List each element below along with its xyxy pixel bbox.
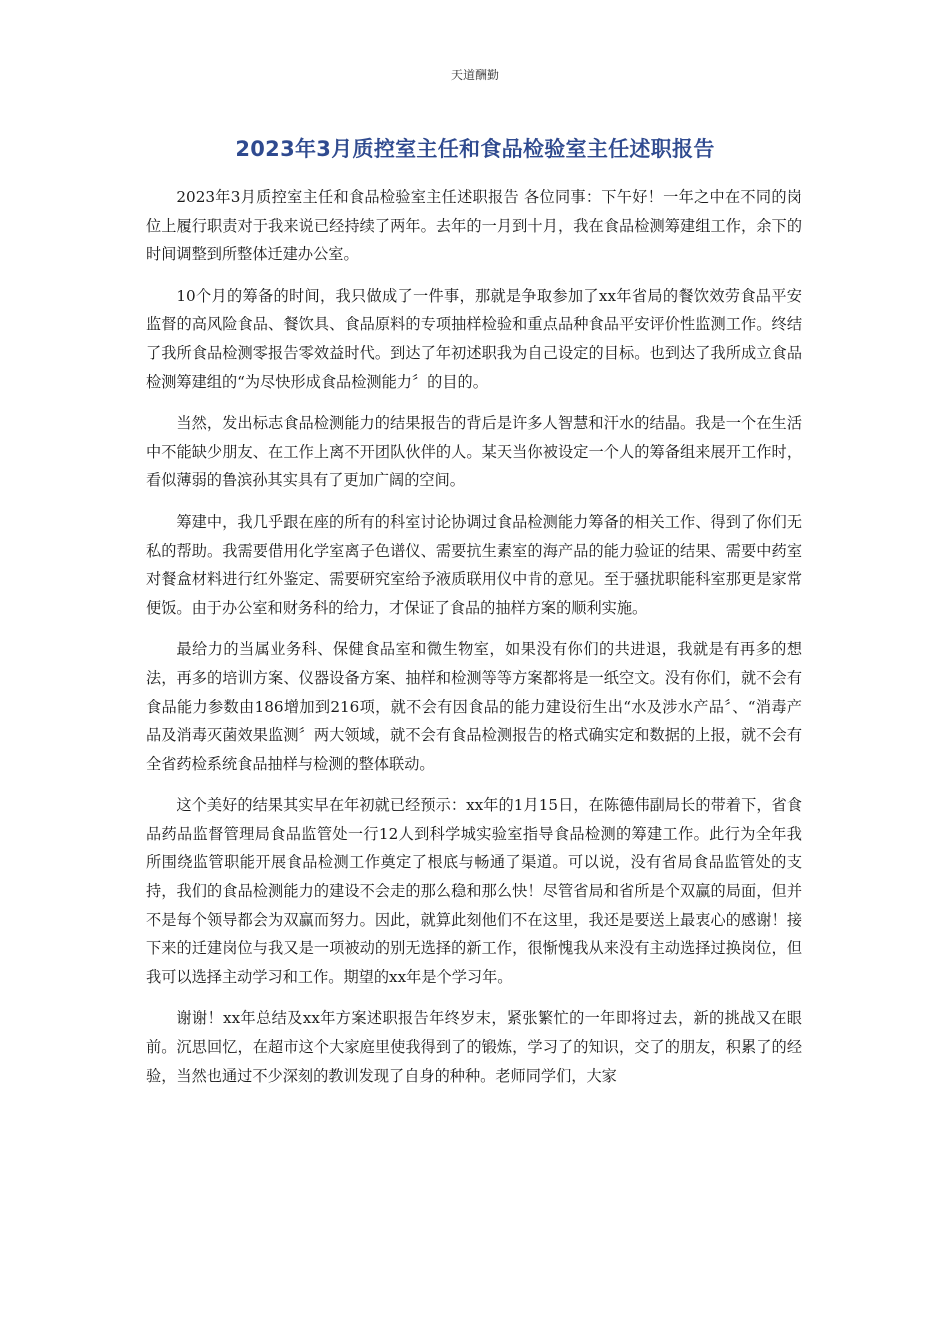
- header-mark: 天道酬勤: [450, 68, 499, 82]
- paragraph: 最给力的当属业务科、保健食品室和微生物室，如果没有你们的共进退，我就是有再多的想法，再多的培训方案、仪器设备方案、抽样和检测等等方案都将是一纸空文。没有你们，就不会有食品能力参数由186增加到216项，就不会有因食品的能力建设衍生出“水及涉水产品〞、“消毒产品及消毒灭菌效果监测〞两大领域，就不会有食品检测报告的格式确实定和数据的上报，就不会有全省药检系统食品抽样与检测的整体联动。: [146, 640, 802, 773]
- document-body: [146, 183, 802, 1103]
- paragraph: 谢谢！xx年总结及xx年方案述职报告年终岁末，紧张繁忙的一年即将过去，新的挑战又在眼前。沉思回忆，在超市这个大家庭里使我得到了的锻炼，学习了的知识，交了的朋友，积累了的经验，当然也通过不少深刻的教训发现了自身的种种。老师同学们，大家: [146, 1009, 802, 1085]
- paragraph: 这个美好的结果其实早在年初就已经预示：xx年的1月15日，在陈德伟副局长的带着下，省食品药品监督管理局食品监管处一行12人到科学城实验室指导食品检测的筹建工作。此行为全年我所围绕监管职能开展食品检测工作奠定了根底与畅通了渠道。可以说，没有省局食品监管处的支持，我们的食品检测能力的建设不会走的那么稳和那么快！尽管省局和省所是个双赢的局面，但并不是每个领导都会为双赢而努力。因此，就算此刻他们不在这里，我还是要送上最衷心的感谢！接下来的迁建岗位与我又是一项被动的别无选择的新工作，很惭愧我从来没有主动选择过换岗位，但我可以选择主动学习和工作。期望的xx年是个学习年。: [146, 796, 802, 986]
- page-title: 2023年3月质控室主任和食品检验室主任述职报告: [235, 137, 715, 161]
- paragraph: 2023年3月质控室主任和食品检验室主任述职报告 各位同事：下午好！一年之中在不同的岗位上履行职责对于我来说已经持续了两年。去年的一月到十月，我在食品检测筹建组工作，余下的时间调整到所整体迁建办公室。: [146, 188, 802, 264]
- paragraph: 筹建中，我几乎跟在座的所有的科室讨论协调过食品检测能力筹备的相关工作、得到了你们无私的帮助。我需要借用化学室离子色谱仪、需要抗生素室的海产品的能力验证的结果、需要中药室对餐盒材料进行红外鉴定、需要研究室给予液质联用仪中肯的意见。至于骚扰职能科室那更是家常便饭。由于办公室和财务科的给力，才保证了食品的抽样方案的顺利实施。: [146, 512, 802, 617]
- paragraph: 10个月的筹备的时间，我只做成了一件事，那就是争取参加了xx年省局的餐饮效劳食品平安监督的高风险食品、餐饮具、食品原料的专项抽样检验和重点品种食品平安评价性监测工作。终结了我所食品检测零报告零效益时代。到达了年初述职我为自己设定的目标。也到达了我所成立食品检测筹建组的“为尽快形成食品检测能力〞的目的。: [146, 286, 802, 391]
- paragraph: 当然，发出标志食品检测能力的结果报告的背后是许多人智慧和汗水的结晶。我是一个在生活中不能缺少朋友、在工作上离不开团队伙伴的人。某天当你被设定一个人的筹备组来展开工作时，看似薄弱的鲁滨孙其实具有了更加广阔的空间。: [146, 414, 802, 490]
